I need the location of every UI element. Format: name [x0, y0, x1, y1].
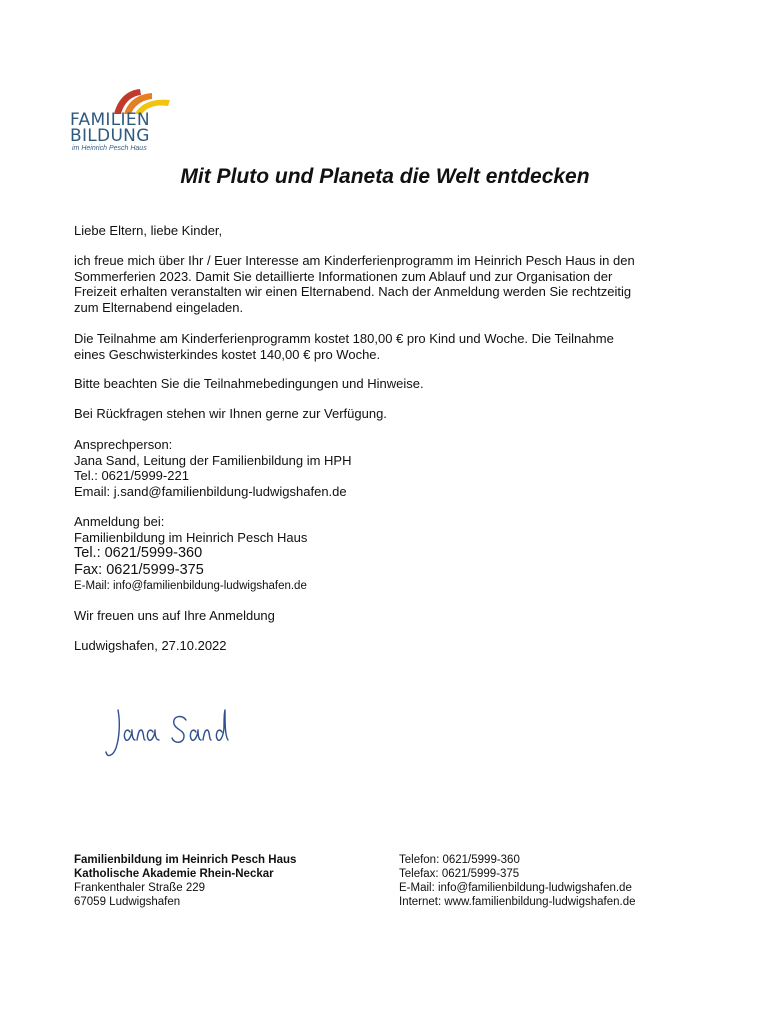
- handwritten-signature: [104, 706, 234, 766]
- footer-website: Internet: www.familienbildung-ludwigshafen.de: [399, 896, 636, 908]
- registration-tel: Tel.: 0621/5999-360: [74, 545, 203, 561]
- footer-contact: [399, 853, 636, 909]
- paragraph-line: Sommerferien 2023. Damit Sie detaillierte Informationen zum Ablauf und zur Organisation der: [74, 268, 613, 284]
- paragraph-questions: Bei Rückfragen stehen wir Ihnen gerne zur Verfügung.: [74, 406, 387, 421]
- footer-phone: Telefon: 0621/5999-360: [399, 854, 520, 866]
- registration-fax: Fax: 0621/5999-375: [74, 561, 204, 578]
- signature-icon: [104, 706, 234, 766]
- place-date: Ludwigshafen, 27.10.2022: [74, 638, 227, 653]
- footer-fax: Telefax: 0621/5999-375: [399, 868, 520, 880]
- registration-heading: Anmeldung bei:: [74, 514, 165, 529]
- paragraph-conditions: Bitte beachten Sie die Teilnahmebedingungen und Hinweise.: [74, 376, 424, 391]
- paragraph-cost: [74, 331, 704, 362]
- footer-org: Familienbildung im Heinrich Pesch Haus: [74, 854, 297, 866]
- registration-block: [74, 514, 704, 593]
- contact-heading: Ansprechperson:: [74, 437, 173, 452]
- greeting: Liebe Eltern, liebe Kinder,: [74, 223, 223, 238]
- logo-text-line2: BILDUNG: [70, 126, 150, 146]
- contact-tel: Tel.: 0621/5999-221: [74, 468, 189, 483]
- footer-academy: Katholische Akademie Rhein-Neckar: [74, 868, 274, 880]
- footer-email: E-Mail: info@familienbildung-ludwigshafen.de: [399, 882, 632, 894]
- registration-org: Familienbildung im Heinrich Pesch Haus: [74, 529, 308, 545]
- paragraph-line: Die Teilnahme am Kinderferienprogramm kostet 180,00 € pro Kind und Woche. Die Teilnahme: [74, 331, 614, 346]
- contact-email: Email: j.sand@familienbildung-ludwigshafen.de: [74, 483, 347, 499]
- logo: [70, 86, 185, 154]
- logo-text-line1: FAMILIEN: [70, 110, 150, 130]
- paragraph-intro: [74, 253, 704, 315]
- closing-line: Wir freuen uns auf Ihre Anmeldung: [74, 608, 275, 623]
- contact-name: Jana Sand, Leitung der Familienbildung im HPH: [74, 452, 352, 468]
- logo-subtitle: im Heinrich Pesch Haus: [72, 145, 147, 152]
- document-title: Mit Pluto und Planeta die Welt entdecken: [180, 165, 590, 188]
- footer-city: 67059 Ludwigshafen: [74, 896, 181, 908]
- footer-address: [74, 853, 296, 909]
- paragraph-line: ich freue mich über Ihr / Euer Interesse am Kinderferienprogramm im Heinrich Pesch Haus in den: [74, 253, 635, 268]
- paragraph-line: eines Geschwisterkindes kostet 140,00 € pro Woche.: [74, 346, 381, 362]
- paragraph-line: Freizeit erhalten veranstalten wir einen Elternabend. Nach der Anmeldung werden Sie rechtzeitig: [74, 284, 632, 299]
- registration-email: E-Mail: info@familienbildung-ludwigshafen.de: [74, 580, 307, 592]
- footer-street: Frankenthaler Straße 229: [74, 882, 206, 894]
- paragraph-line: zum Elternabend eingeladen.: [74, 299, 244, 315]
- contact-block: [74, 437, 704, 499]
